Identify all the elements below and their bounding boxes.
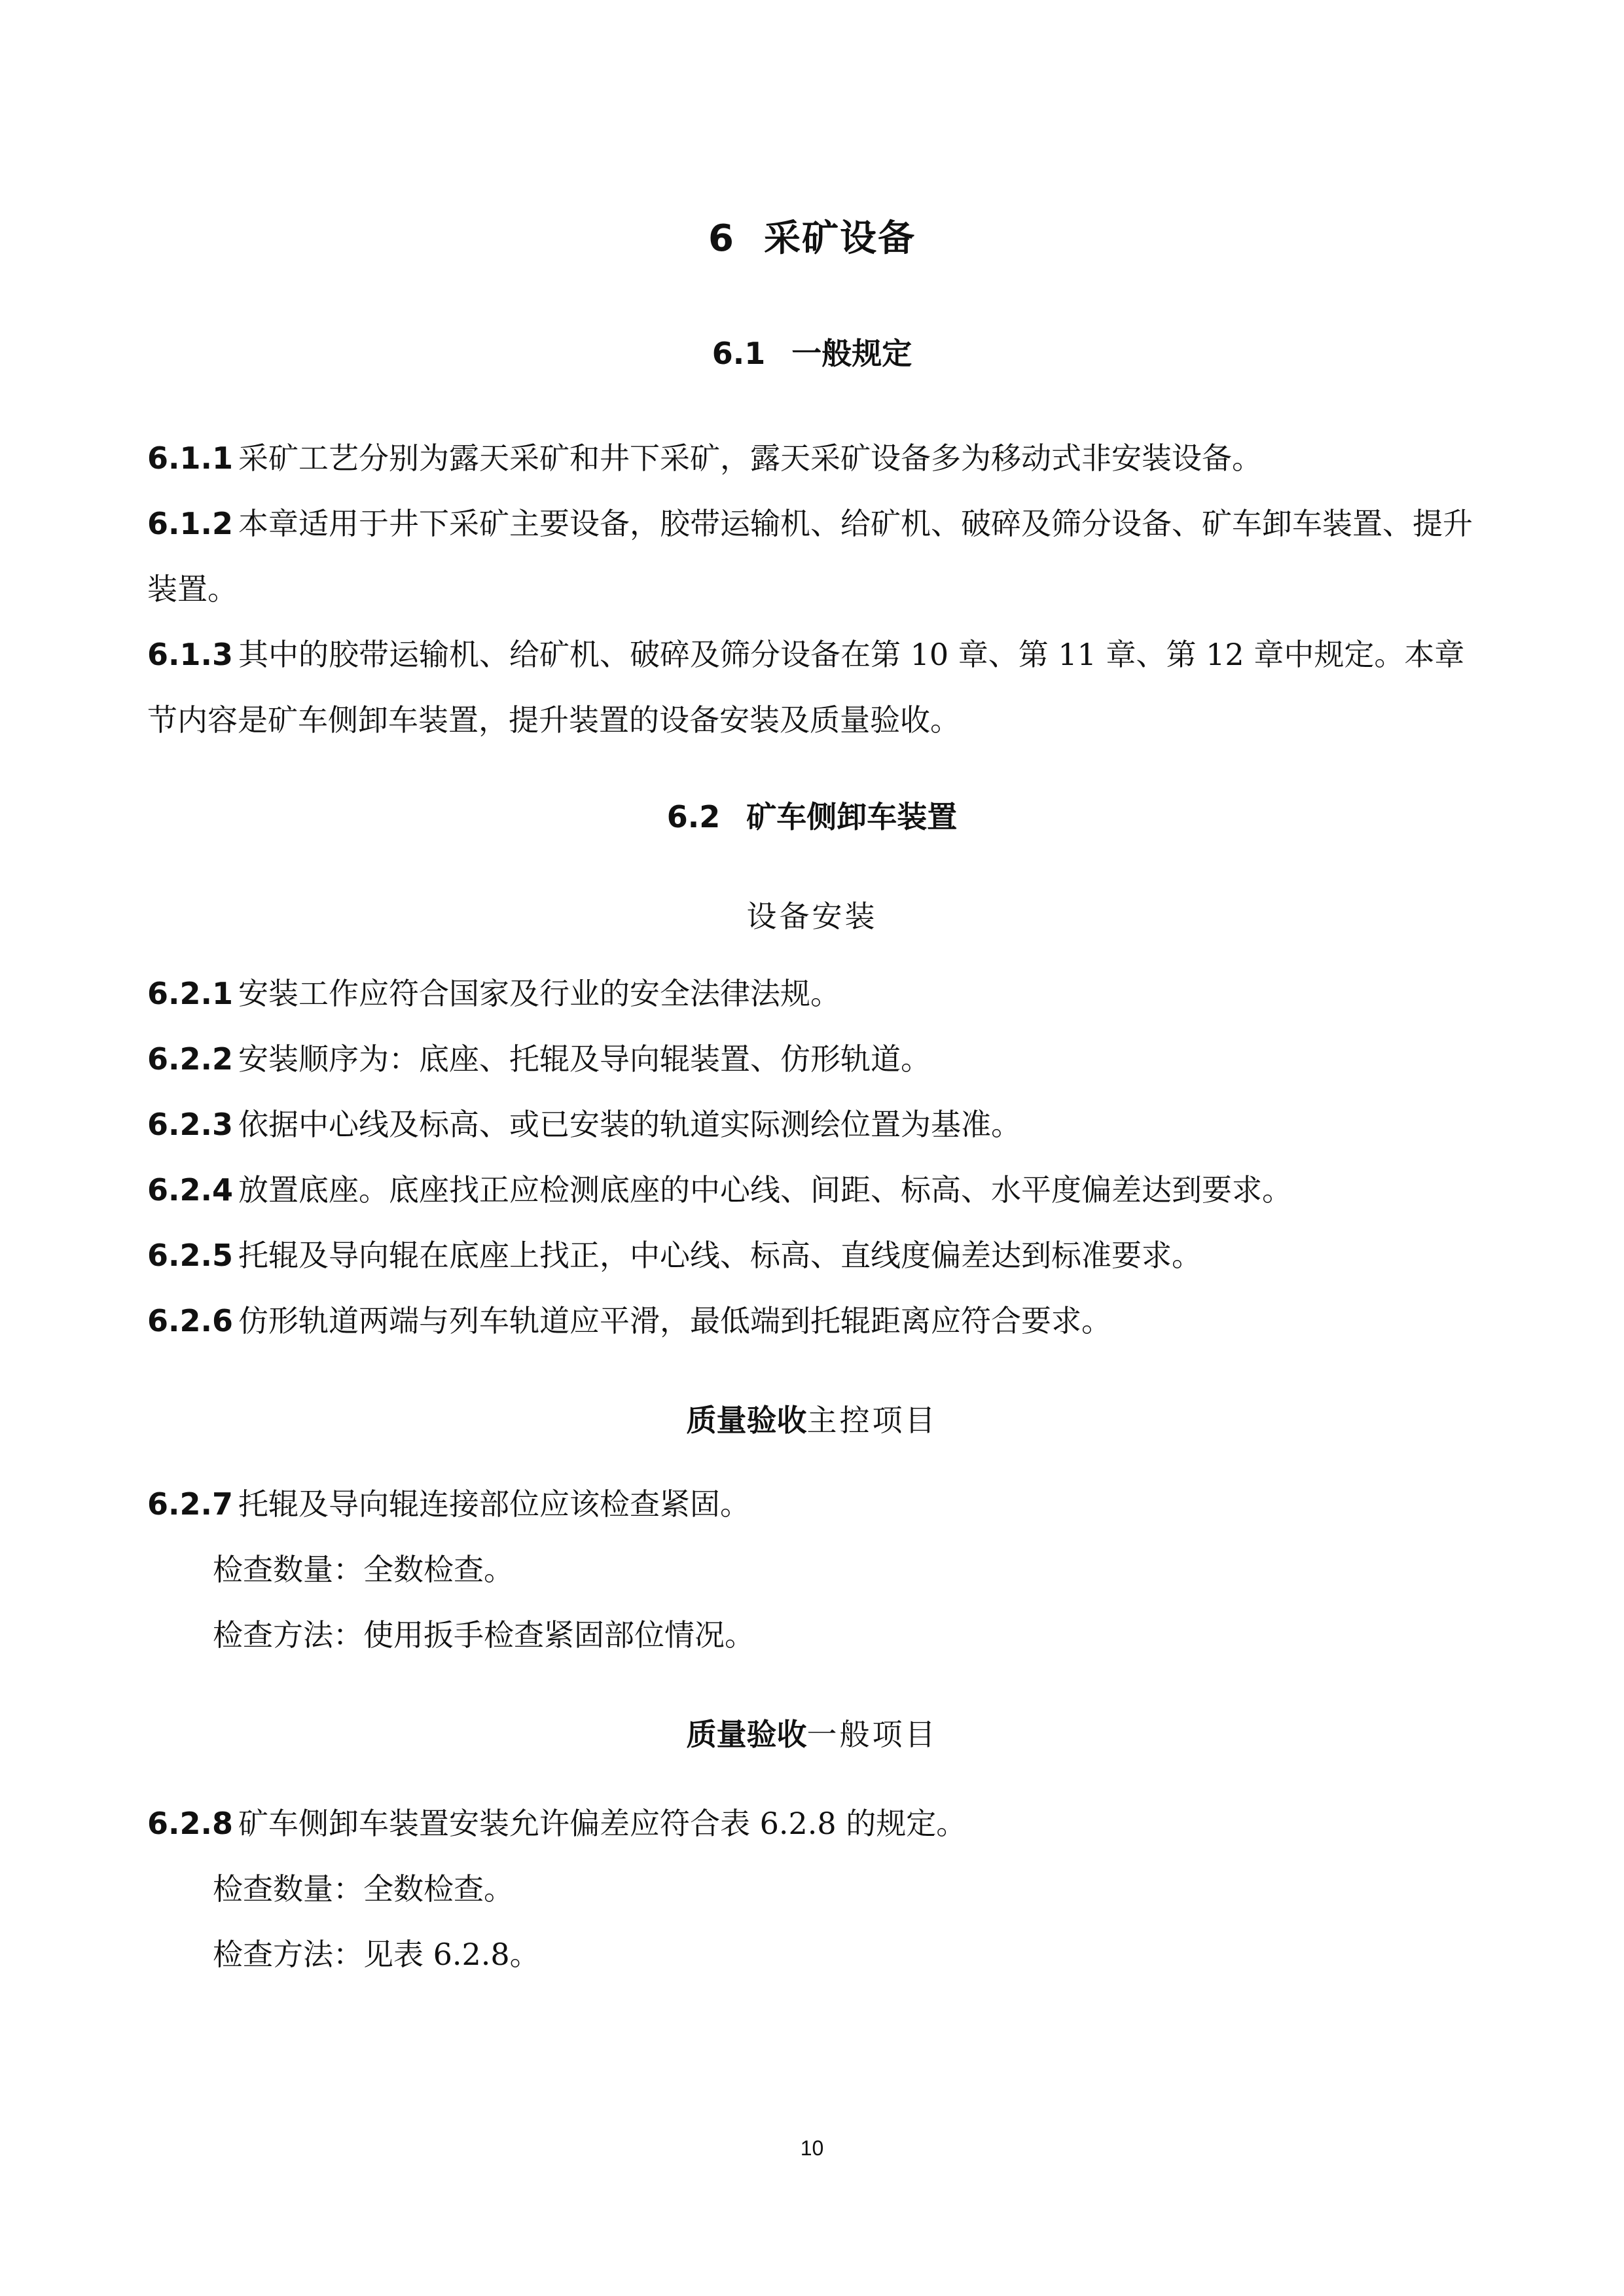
clause-text: 放置底座。底座找正应检测底座的中心线、间距、标高、水平度偏差达到要求。 — [238, 1172, 1292, 1208]
inspection-quantity: 检查数量：全数检查。 — [213, 1552, 514, 1587]
section-number: 6.1 — [712, 336, 766, 371]
clause-number: 6.1.3 — [147, 637, 233, 672]
section-number: 6.2 — [666, 799, 721, 834]
subheading-rest: 主控项目 — [806, 1403, 938, 1438]
clause-6-2-7 — [147, 1471, 1480, 1537]
clause-number: 6.2.3 — [147, 1107, 233, 1142]
clause-text: 托辊及导向辊在底座上找正，中心线、标高、直线度偏差达到标准要求。 — [238, 1238, 1202, 1273]
section-6-1-heading — [0, 327, 1624, 380]
chapter-number: 6 — [708, 217, 735, 260]
clause-6-2-2 — [147, 1026, 1480, 1092]
subheading-installation — [0, 890, 1624, 942]
section-6-2-heading — [0, 791, 1624, 843]
clause-6-1-1 — [147, 425, 1480, 491]
inspection-method: 检查方法：使用扳手检查紧固部位情况。 — [213, 1617, 755, 1653]
clause-text: 安装顺序为：底座、托辊及导向辊装置、仿形轨道。 — [238, 1041, 931, 1077]
inspection-method: 检查方法：见表 6.2.8。 — [213, 1937, 540, 1972]
subheading-general-items — [0, 1708, 1624, 1761]
section-title: 一般规定 — [791, 336, 912, 371]
clause-text: 依据中心线及标高、或已安装的轨道实际测绘位置为基准。 — [238, 1107, 1021, 1142]
clause-6-2-4 — [147, 1157, 1480, 1223]
clause-6-2-3 — [147, 1092, 1480, 1157]
clause-6-2-5 — [147, 1223, 1480, 1288]
clause-text: 本章适用于井下采矿主要设备，胶带运输机、给矿机、破碎及筛分设备、矿车卸车装置、提升装置。 — [147, 506, 1473, 607]
subheading-strong: 质量验收 — [686, 1403, 807, 1438]
clause-text: 其中的胶带运输机、给矿机、破碎及筛分设备在第 10 章、第 11 章、第 12 章中规定。本章节内容是矿车侧卸车装置，提升装置的设备安装及质量验收。 — [147, 637, 1465, 738]
section-title: 矿车侧卸车装置 — [746, 799, 958, 834]
clause-number: 6.2.5 — [147, 1238, 233, 1273]
clause-number: 6.2.2 — [147, 1041, 233, 1077]
clause-number: 6.2.4 — [147, 1172, 233, 1208]
page-number: 10 — [800, 2136, 824, 2160]
clause-text: 托辊及导向辊连接部位应该检查紧固。 — [238, 1486, 750, 1522]
clause-number: 6.1.1 — [147, 440, 233, 476]
chapter-title-text: 采矿设备 — [763, 217, 916, 260]
clause-number: 6.2.8 — [147, 1806, 233, 1841]
clause-text: 采矿工艺分别为露天采矿和井下采矿，露天采矿设备多为移动式非安装设备。 — [238, 440, 1262, 476]
chapter-title — [0, 209, 1624, 268]
clause-number: 6.2.7 — [147, 1486, 233, 1522]
clause-text: 安装工作应符合国家及行业的安全法律法规。 — [238, 976, 840, 1011]
subheading-main-control-items — [0, 1394, 1624, 1446]
clause-6-1-3 — [147, 622, 1480, 753]
clause-6-1-2 — [147, 491, 1480, 622]
subheading-strong: 质量验收 — [686, 1717, 807, 1752]
subheading-text: 设备安装 — [746, 899, 878, 934]
clause-6-2-1 — [147, 961, 1480, 1026]
subheading-rest: 一般项目 — [806, 1717, 938, 1752]
clause-number: 6.2.1 — [147, 976, 233, 1011]
inspection-quantity: 检查数量：全数检查。 — [213, 1871, 514, 1907]
clause-text: 矿车侧卸车装置安装允许偏差应符合表 6.2.8 的规定。 — [238, 1806, 967, 1841]
clause-6-2-6 — [147, 1288, 1480, 1354]
clause-number: 6.1.2 — [147, 506, 233, 541]
clause-text: 仿形轨道两端与列车轨道应平滑，最低端到托辊距离应符合要求。 — [238, 1303, 1111, 1338]
clause-6-2-8 — [147, 1791, 1480, 1856]
clause-number: 6.2.6 — [147, 1303, 233, 1338]
